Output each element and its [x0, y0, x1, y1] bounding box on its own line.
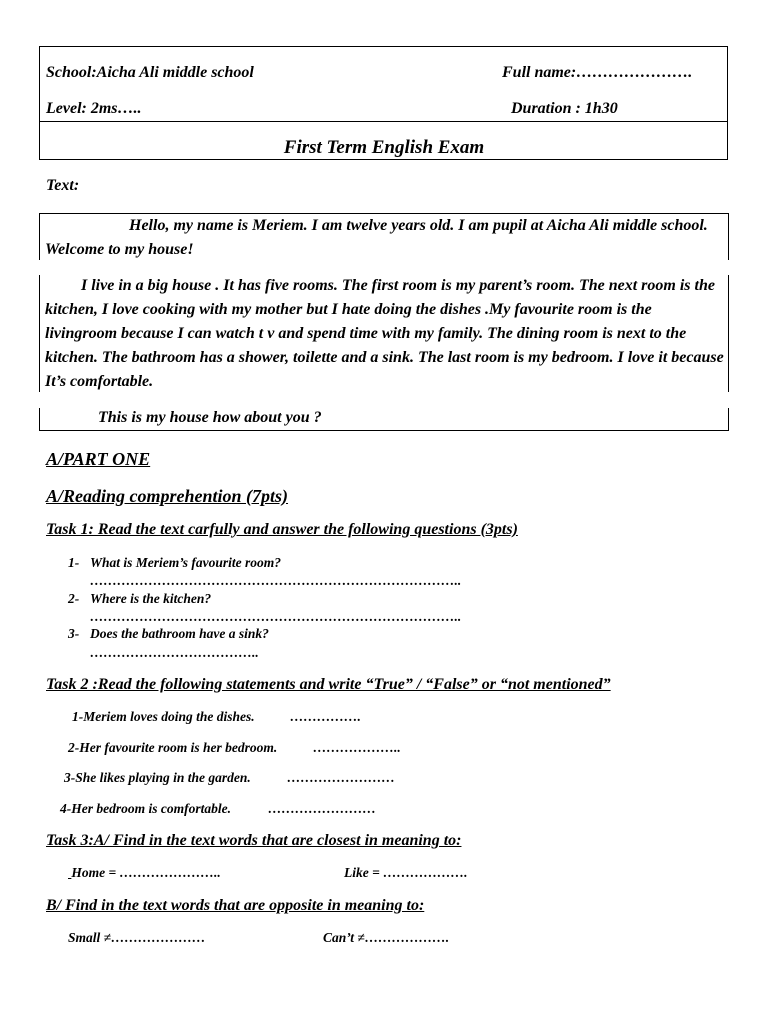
question-text: Does the bathroom have a sink? — [90, 626, 269, 641]
task3a-like-blank[interactable]: Like = ………………. — [344, 865, 468, 880]
task2-title: Task 2 :Read the following statements and write “True” / “False” or “not mentioned” — [46, 676, 611, 693]
text-paragraph-3: This is my house how about you ? — [98, 409, 322, 426]
task2-statement-3 — [64, 770, 251, 786]
duration-label: Duration : 1h30 — [511, 100, 618, 117]
school-name: School:Aicha Ali middle school — [46, 64, 254, 81]
reading-comprehension-title: A/Reading comprehention (7pts) — [46, 486, 289, 506]
task1-question-2 — [68, 591, 211, 607]
statement-text: 4-Her bedroom is comfortable. — [60, 801, 231, 816]
statement-text: 2-Her favourite room is her bedroom. — [68, 740, 278, 755]
task3b-cant-blank[interactable]: Can’t ≠………………. — [323, 930, 450, 945]
task1-answer-line-2[interactable]: ……………………………………………………………………….. — [90, 609, 462, 624]
task2-blank-1[interactable]: ……………. — [290, 709, 361, 724]
task3b-title: B/ Find in the text words that are opposite in meaning to: — [46, 897, 425, 914]
synonym-home: Home = ………………….. — [71, 865, 221, 880]
question-text: Where is the kitchen? — [90, 591, 212, 606]
statement-text: 3-She likes playing in the garden. — [64, 770, 251, 785]
part-one-title: A/PART ONE — [46, 449, 151, 469]
question-number: 2- — [68, 591, 80, 606]
exam-title: First Term English Exam — [283, 137, 485, 158]
task2-blank-2[interactable]: ……………….. — [313, 740, 401, 755]
question-number: 3- — [68, 626, 80, 641]
task3a-home-blank[interactable] — [68, 865, 221, 881]
question-number: 1- — [68, 555, 80, 570]
text-label: Text: — [46, 177, 80, 194]
text-paragraph-2: I live in a big house . It has five rooms. The first room is my parent’s room. The next room is the kitchen, I love cooking with my mother but I hate doing the dishes .My favourite room is the livingroom because I can watch t v and spend time with my family. The dining room is next to the kitchen. The bathroom has a shower, toilette and a sink. The last room is my bedroom. I love it because It’s comfortable. — [45, 277, 724, 390]
task3a-title: Task 3:A/ Find in the text words that are closest in meaning to: — [46, 832, 462, 849]
task2-statement-2 — [68, 740, 277, 756]
header-divider — [40, 121, 727, 122]
task1-question-3 — [68, 626, 269, 642]
full-name-field: Full name:…………………. — [502, 64, 693, 81]
text-paragraph-1: Hello, my name is Meriem. I am twelve years old. I am pupil at Aicha Ali middle school. Welcome to my house! — [45, 217, 708, 258]
task1-title: Task 1: Read the text carfully and answer the following questions (3pts) — [46, 521, 518, 538]
task1-answer-line-3[interactable]: ……………………………….. — [90, 645, 259, 660]
task1-question-1 — [68, 555, 281, 571]
question-text: What is Meriem’s favourite room? — [90, 555, 282, 570]
task2-statement-1 — [72, 709, 255, 725]
task3b-small-blank[interactable]: Small ≠………………… — [68, 930, 206, 945]
task2-blank-4[interactable]: …………………… — [268, 801, 376, 816]
task2-statement-4 — [60, 801, 231, 817]
statement-text: 1-Meriem loves doing the dishes. — [72, 709, 255, 724]
level-label: Level: 2ms….. — [46, 100, 142, 117]
task2-blank-3[interactable]: …………………… — [287, 770, 395, 785]
task1-answer-line-1[interactable]: ……………………………………………………………………….. — [90, 573, 462, 588]
